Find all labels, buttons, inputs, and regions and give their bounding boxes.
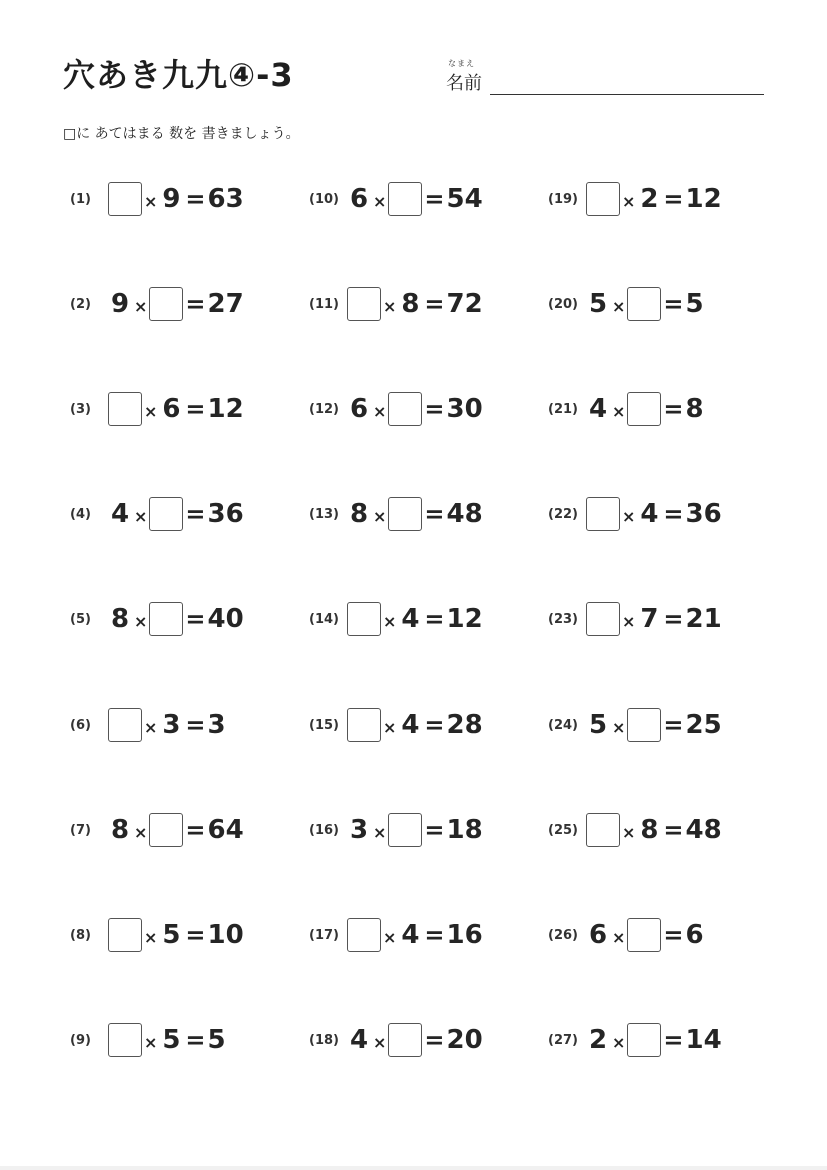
times-sign: × <box>373 191 387 211</box>
multiplier: 5 <box>162 920 181 950</box>
problem-item <box>70 496 244 532</box>
product-result: 6 <box>685 920 704 950</box>
equals-sign: = <box>663 816 684 844</box>
product-result: 36 <box>207 499 244 529</box>
product-result: 10 <box>207 920 244 950</box>
product-result: 21 <box>685 604 722 634</box>
answer-box[interactable] <box>627 918 661 952</box>
answer-box[interactable] <box>586 497 620 531</box>
product-result: 54 <box>446 184 483 214</box>
answer-box[interactable] <box>586 602 620 636</box>
equals-sign: = <box>663 605 684 633</box>
equals-sign: = <box>663 1026 684 1054</box>
times-sign: × <box>134 296 148 316</box>
product-result: 36 <box>685 499 722 529</box>
problem-item <box>309 601 483 637</box>
multiplier: 4 <box>401 710 420 740</box>
times-sign: × <box>144 717 158 737</box>
equals-sign: = <box>185 290 206 318</box>
problem-item <box>548 601 722 637</box>
problem-number: (20) <box>548 296 578 312</box>
name-label: 名前 <box>446 73 482 94</box>
problem-number: (10) <box>309 191 339 207</box>
product-result: 5 <box>685 289 704 319</box>
problem-item <box>70 181 244 217</box>
multiplier: 4 <box>401 920 420 950</box>
equals-sign: = <box>185 816 206 844</box>
answer-box[interactable] <box>149 602 183 636</box>
multiplicand: 8 <box>110 604 130 634</box>
problem-number: (15) <box>309 717 339 733</box>
times-sign: × <box>622 191 636 211</box>
problem-number: (5) <box>70 611 91 627</box>
problem-item <box>70 917 244 953</box>
answer-box[interactable] <box>108 392 142 426</box>
product-result: 48 <box>446 499 483 529</box>
times-sign: × <box>612 401 626 421</box>
problem-item <box>548 917 722 953</box>
times-sign: × <box>622 506 636 526</box>
problem-number: (26) <box>548 927 578 943</box>
times-sign: × <box>612 296 626 316</box>
equals-sign: = <box>663 500 684 528</box>
problem-number: (24) <box>548 717 578 733</box>
times-sign: × <box>373 822 387 842</box>
problem-number: (2) <box>70 296 91 312</box>
answer-box[interactable] <box>627 392 661 426</box>
equals-sign: = <box>424 921 445 949</box>
answer-box[interactable] <box>586 182 620 216</box>
instruction-text: □に あてはまる 数を 書きましょう。 <box>63 126 300 142</box>
problem-number: (7) <box>70 822 91 838</box>
times-sign: × <box>383 611 397 631</box>
problem-number: (9) <box>70 1032 91 1048</box>
problem-item <box>309 391 483 427</box>
equals-sign: = <box>663 395 684 423</box>
multiplicand: 6 <box>349 184 369 214</box>
equals-sign: = <box>424 290 445 318</box>
times-sign: × <box>622 822 636 842</box>
problem-item <box>309 181 483 217</box>
problem-number: (12) <box>309 401 339 417</box>
problem-item <box>70 707 244 743</box>
equals-sign: = <box>185 711 206 739</box>
equals-sign: = <box>424 185 445 213</box>
product-result: 8 <box>685 394 704 424</box>
multiplicand: 9 <box>110 289 130 319</box>
multiplier: 9 <box>162 184 181 214</box>
times-sign: × <box>144 191 158 211</box>
answer-box[interactable] <box>149 497 183 531</box>
problem-item <box>548 496 722 532</box>
answer-box[interactable] <box>108 918 142 952</box>
multiplicand: 8 <box>110 815 130 845</box>
multiplicand: 5 <box>588 289 608 319</box>
problem-number: (18) <box>309 1032 339 1048</box>
problem-item <box>309 496 483 532</box>
problem-number: (16) <box>309 822 339 838</box>
product-result: 48 <box>685 815 722 845</box>
problem-number: (13) <box>309 506 339 522</box>
times-sign: × <box>134 822 148 842</box>
product-result: 72 <box>446 289 483 319</box>
multiplier: 5 <box>162 1025 181 1055</box>
problem-item <box>70 601 244 637</box>
equals-sign: = <box>185 185 206 213</box>
product-result: 30 <box>446 394 483 424</box>
name-ruby: なまえ <box>448 59 475 68</box>
answer-box[interactable] <box>627 1023 661 1057</box>
equals-sign: = <box>424 500 445 528</box>
answer-box[interactable] <box>586 813 620 847</box>
multiplicand: 4 <box>110 499 130 529</box>
multiplier: 2 <box>640 184 659 214</box>
equals-sign: = <box>663 290 684 318</box>
equals-sign: = <box>424 395 445 423</box>
product-result: 5 <box>207 1025 226 1055</box>
equals-sign: = <box>663 185 684 213</box>
product-result: 27 <box>207 289 244 319</box>
answer-box[interactable] <box>627 287 661 321</box>
equals-sign: = <box>185 500 206 528</box>
multiplier: 8 <box>401 289 420 319</box>
answer-box[interactable] <box>149 813 183 847</box>
product-result: 28 <box>446 710 483 740</box>
problem-item <box>548 1022 722 1058</box>
product-result: 64 <box>207 815 244 845</box>
multiplicand: 3 <box>349 815 369 845</box>
problem-item <box>70 812 244 848</box>
problem-number: (17) <box>309 927 339 943</box>
times-sign: × <box>134 611 148 631</box>
problem-number: (3) <box>70 401 91 417</box>
times-sign: × <box>612 717 626 737</box>
product-result: 12 <box>446 604 483 634</box>
problem-item <box>548 181 722 217</box>
multiplicand: 6 <box>349 394 369 424</box>
multiplier: 8 <box>640 815 659 845</box>
equals-sign: = <box>185 1026 206 1054</box>
problem-number: (23) <box>548 611 578 627</box>
product-result: 14 <box>685 1025 722 1055</box>
multiplier: 7 <box>640 604 659 634</box>
product-result: 18 <box>446 815 483 845</box>
equals-sign: = <box>663 711 684 739</box>
problem-item <box>70 286 244 322</box>
worksheet-title: 穴あき九九④-3 <box>63 56 294 94</box>
answer-box[interactable] <box>388 392 422 426</box>
problem-number: (6) <box>70 717 91 733</box>
times-sign: × <box>383 717 397 737</box>
problem-item <box>548 286 722 322</box>
product-result: 40 <box>207 604 244 634</box>
problem-number: (14) <box>309 611 339 627</box>
answer-box[interactable] <box>108 182 142 216</box>
problem-number: (4) <box>70 506 91 522</box>
equals-sign: = <box>185 605 206 633</box>
times-sign: × <box>383 927 397 947</box>
page-bottom-edge <box>0 1166 827 1170</box>
problem-item <box>309 286 483 322</box>
problem-item <box>309 812 483 848</box>
answer-box[interactable] <box>347 287 381 321</box>
answer-box[interactable] <box>388 182 422 216</box>
product-result: 63 <box>207 184 244 214</box>
problem-number: (27) <box>548 1032 578 1048</box>
product-result: 12 <box>207 394 244 424</box>
problem-item <box>548 707 722 743</box>
times-sign: × <box>622 611 636 631</box>
multiplicand: 8 <box>349 499 369 529</box>
answer-box[interactable] <box>108 1023 142 1057</box>
product-result: 3 <box>207 710 226 740</box>
times-sign: × <box>373 1032 387 1052</box>
times-sign: × <box>144 927 158 947</box>
times-sign: × <box>373 401 387 421</box>
product-result: 12 <box>685 184 722 214</box>
equals-sign: = <box>424 1026 445 1054</box>
answer-box[interactable] <box>388 1023 422 1057</box>
product-result: 20 <box>446 1025 483 1055</box>
equals-sign: = <box>424 816 445 844</box>
problem-number: (11) <box>309 296 339 312</box>
multiplicand: 4 <box>588 394 608 424</box>
answer-box[interactable] <box>347 708 381 742</box>
answer-box[interactable] <box>388 497 422 531</box>
problem-number: (8) <box>70 927 91 943</box>
multiplicand: 2 <box>588 1025 608 1055</box>
problem-number: (1) <box>70 191 91 207</box>
problem-item <box>70 391 244 427</box>
problem-item <box>309 917 483 953</box>
answer-box[interactable] <box>108 708 142 742</box>
multiplier: 3 <box>162 710 181 740</box>
answer-box[interactable] <box>149 287 183 321</box>
problem-number: (21) <box>548 401 578 417</box>
multiplicand: 5 <box>588 710 608 740</box>
product-result: 16 <box>446 920 483 950</box>
answer-box[interactable] <box>347 602 381 636</box>
problem-item <box>309 707 483 743</box>
problem-item <box>548 812 722 848</box>
answer-box[interactable] <box>388 813 422 847</box>
multiplier: 4 <box>401 604 420 634</box>
multiplier: 6 <box>162 394 181 424</box>
equals-sign: = <box>424 711 445 739</box>
problem-item <box>70 1022 244 1058</box>
equals-sign: = <box>185 921 206 949</box>
multiplicand: 6 <box>588 920 608 950</box>
answer-box[interactable] <box>347 918 381 952</box>
problem-number: (22) <box>548 506 578 522</box>
problem-item <box>309 1022 483 1058</box>
problem-number: (25) <box>548 822 578 838</box>
times-sign: × <box>144 401 158 421</box>
times-sign: × <box>373 506 387 526</box>
equals-sign: = <box>185 395 206 423</box>
times-sign: × <box>612 927 626 947</box>
problem-item <box>548 391 722 427</box>
times-sign: × <box>144 1032 158 1052</box>
equals-sign: = <box>424 605 445 633</box>
product-result: 25 <box>685 710 722 740</box>
multiplier: 4 <box>640 499 659 529</box>
times-sign: × <box>612 1032 626 1052</box>
multiplicand: 4 <box>349 1025 369 1055</box>
answer-box[interactable] <box>627 708 661 742</box>
problem-number: (19) <box>548 191 578 207</box>
times-sign: × <box>134 506 148 526</box>
times-sign: × <box>383 296 397 316</box>
equals-sign: = <box>663 921 684 949</box>
